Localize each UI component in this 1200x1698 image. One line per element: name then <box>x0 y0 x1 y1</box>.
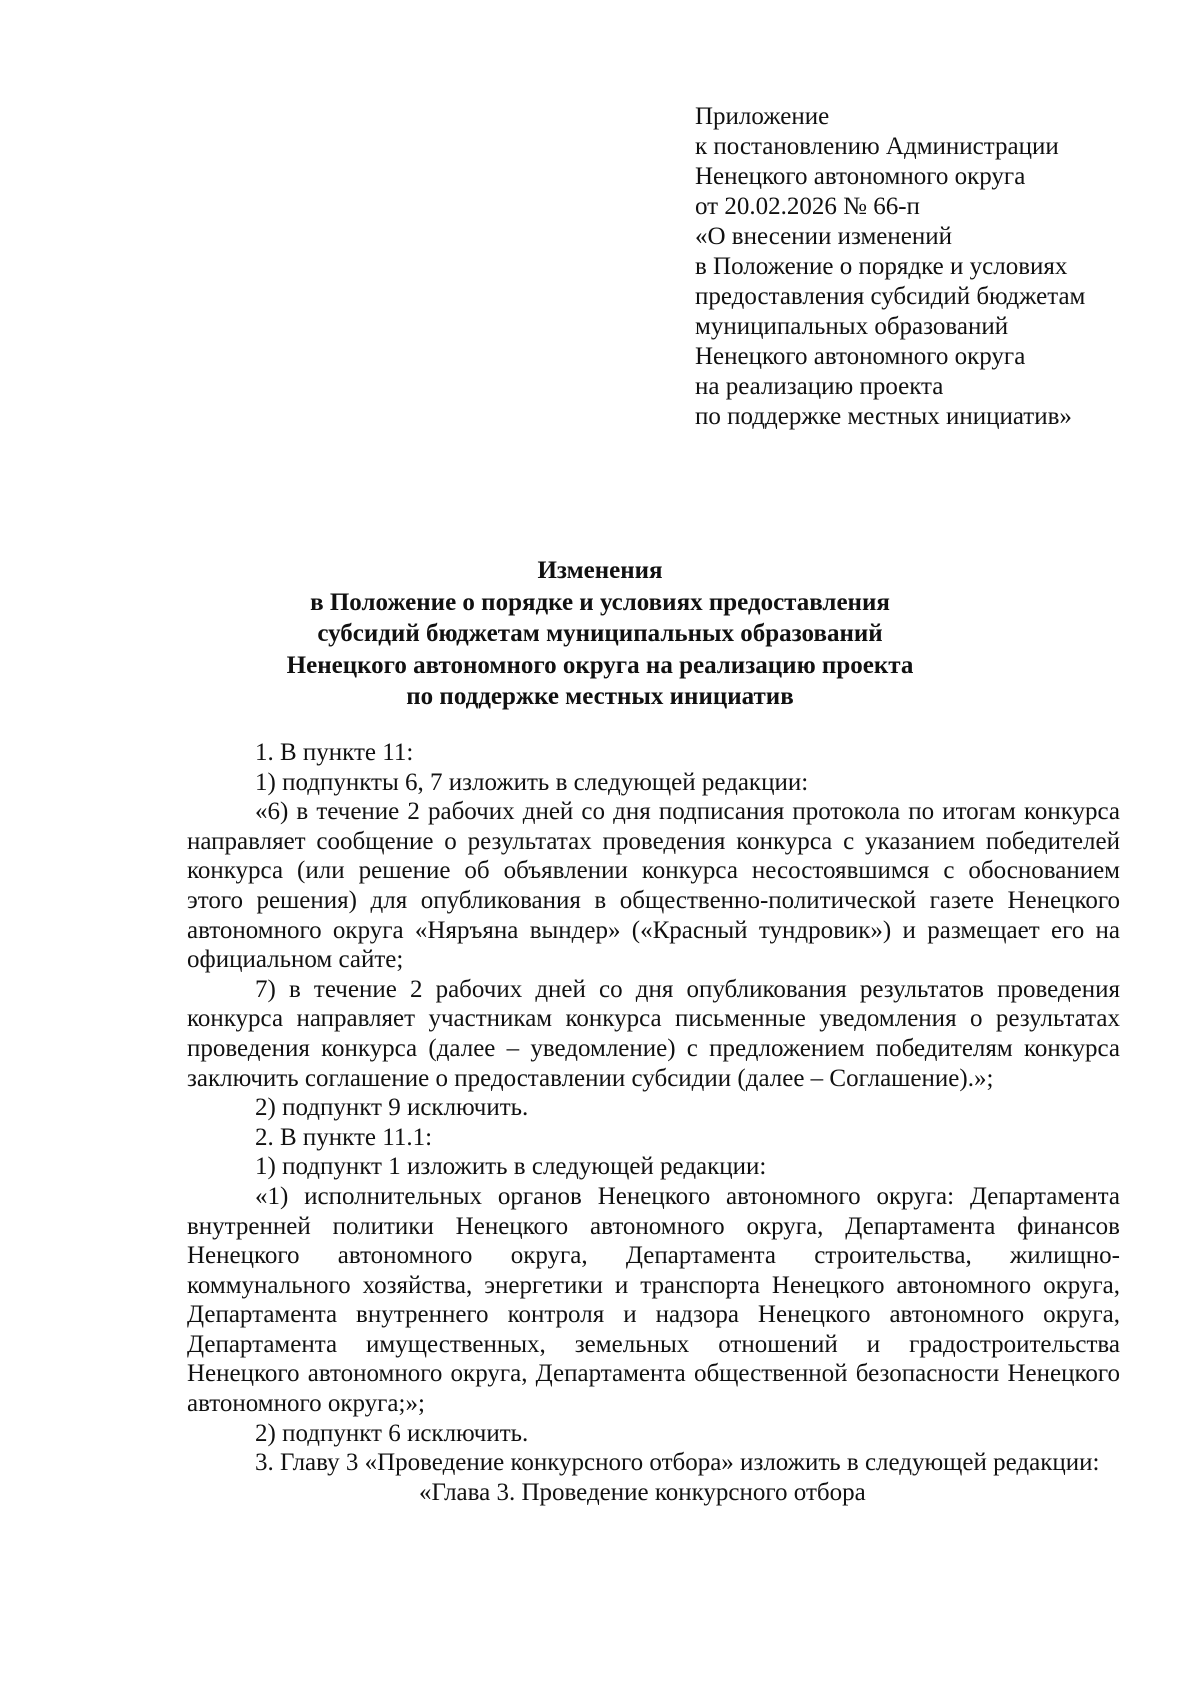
appendix-line: Ненецкого автономного округа <box>695 163 1026 190</box>
appendix-line: Приложение <box>695 103 830 130</box>
appendix-line: «О внесении изменений <box>695 223 953 250</box>
paragraph: 2) подпункт 6 исключить. <box>255 1419 529 1447</box>
heading-line: в Положение о порядке и условиях предоставления <box>310 588 890 616</box>
paragraph: 1. В пункте 11: <box>255 739 414 766</box>
heading-line: субсидий бюджетам муниципальных образований <box>317 620 883 647</box>
appendix-line: предоставления субсидий бюджетам <box>695 283 1086 310</box>
appendix-line: в Положение о порядке и условиях <box>695 253 1068 280</box>
paragraph: «1) исполнительных органов Ненецкого автономного округа: Департамента внутренней политики Ненецкого автономного округа, Департамента финансов Ненецкого автономного округа, Департамента строительства, жилищно-коммунального хозяйства, энергетики и транспорта Ненецкого автономного округа, Департамента внутреннего контроля и надзора Ненецкого автономного округа, Департамента имущественных, земельных отношений и градостроительства Ненецкого автономного округа, Департамента общественной безопасности Ненецкого автономного округа;»; <box>187 1182 1120 1418</box>
heading-line: Изменения <box>537 557 663 584</box>
paragraph: 2. В пункте 11.1: <box>255 1123 433 1151</box>
paragraph: «6) в течение 2 рабочих дней со дня подписания протокола по итогам конкурса направляет сообщение о результатах проведения конкурса с указанием победителей конкурса (или решение об объявлении конкурса несостоявшимся с обоснованием этого решения) для опубликования в общественно-политической газете Ненецкого автономного округа «Няръяна вындер» («Красный тундровик») и размещает его на официальном сайте; <box>187 798 1120 974</box>
heading-line: по поддержке местных инициатив <box>406 683 794 710</box>
appendix-line: на реализацию проекта <box>695 373 944 400</box>
document-heading <box>120 555 1080 713</box>
appendix-line: от 20.02.2026 № 66-п <box>695 193 920 220</box>
appendix-line: к постановлению Администрации <box>695 133 1059 160</box>
document-body <box>187 738 1120 1507</box>
appendix-line: Ненецкого автономного округа <box>695 343 1026 370</box>
paragraph: 3. Главу 3 «Проведение конкурсного отбора» изложить в следующей редакции: <box>255 1449 1100 1477</box>
paragraph: 1) подпункт 1 изложить в следующей редакции: <box>255 1153 767 1181</box>
appendix-line: муниципальных образований <box>695 313 1009 340</box>
paragraph: 7) в течение 2 рабочих дней со дня опубликования результатов проведения конкурса направляет участникам конкурса письменные уведомления о результатах проведения конкурса (далее – уведомление) с предложением победителям конкурса заключить соглашение о предоставлении субсидии (далее – Соглашение).»; <box>187 975 1120 1092</box>
paragraph: 1) подпункты 6, 7 изложить в следующей редакции: <box>255 768 809 796</box>
heading-line: Ненецкого автономного округа на реализацию проекта <box>286 651 914 679</box>
chapter-title: «Глава 3. Проведение конкурсного отбора <box>419 1478 866 1506</box>
appendix-block <box>695 102 1165 432</box>
paragraph: 2) подпункт 9 исключить. <box>255 1094 529 1122</box>
appendix-line: по поддержке местных инициатив» <box>695 403 1072 430</box>
